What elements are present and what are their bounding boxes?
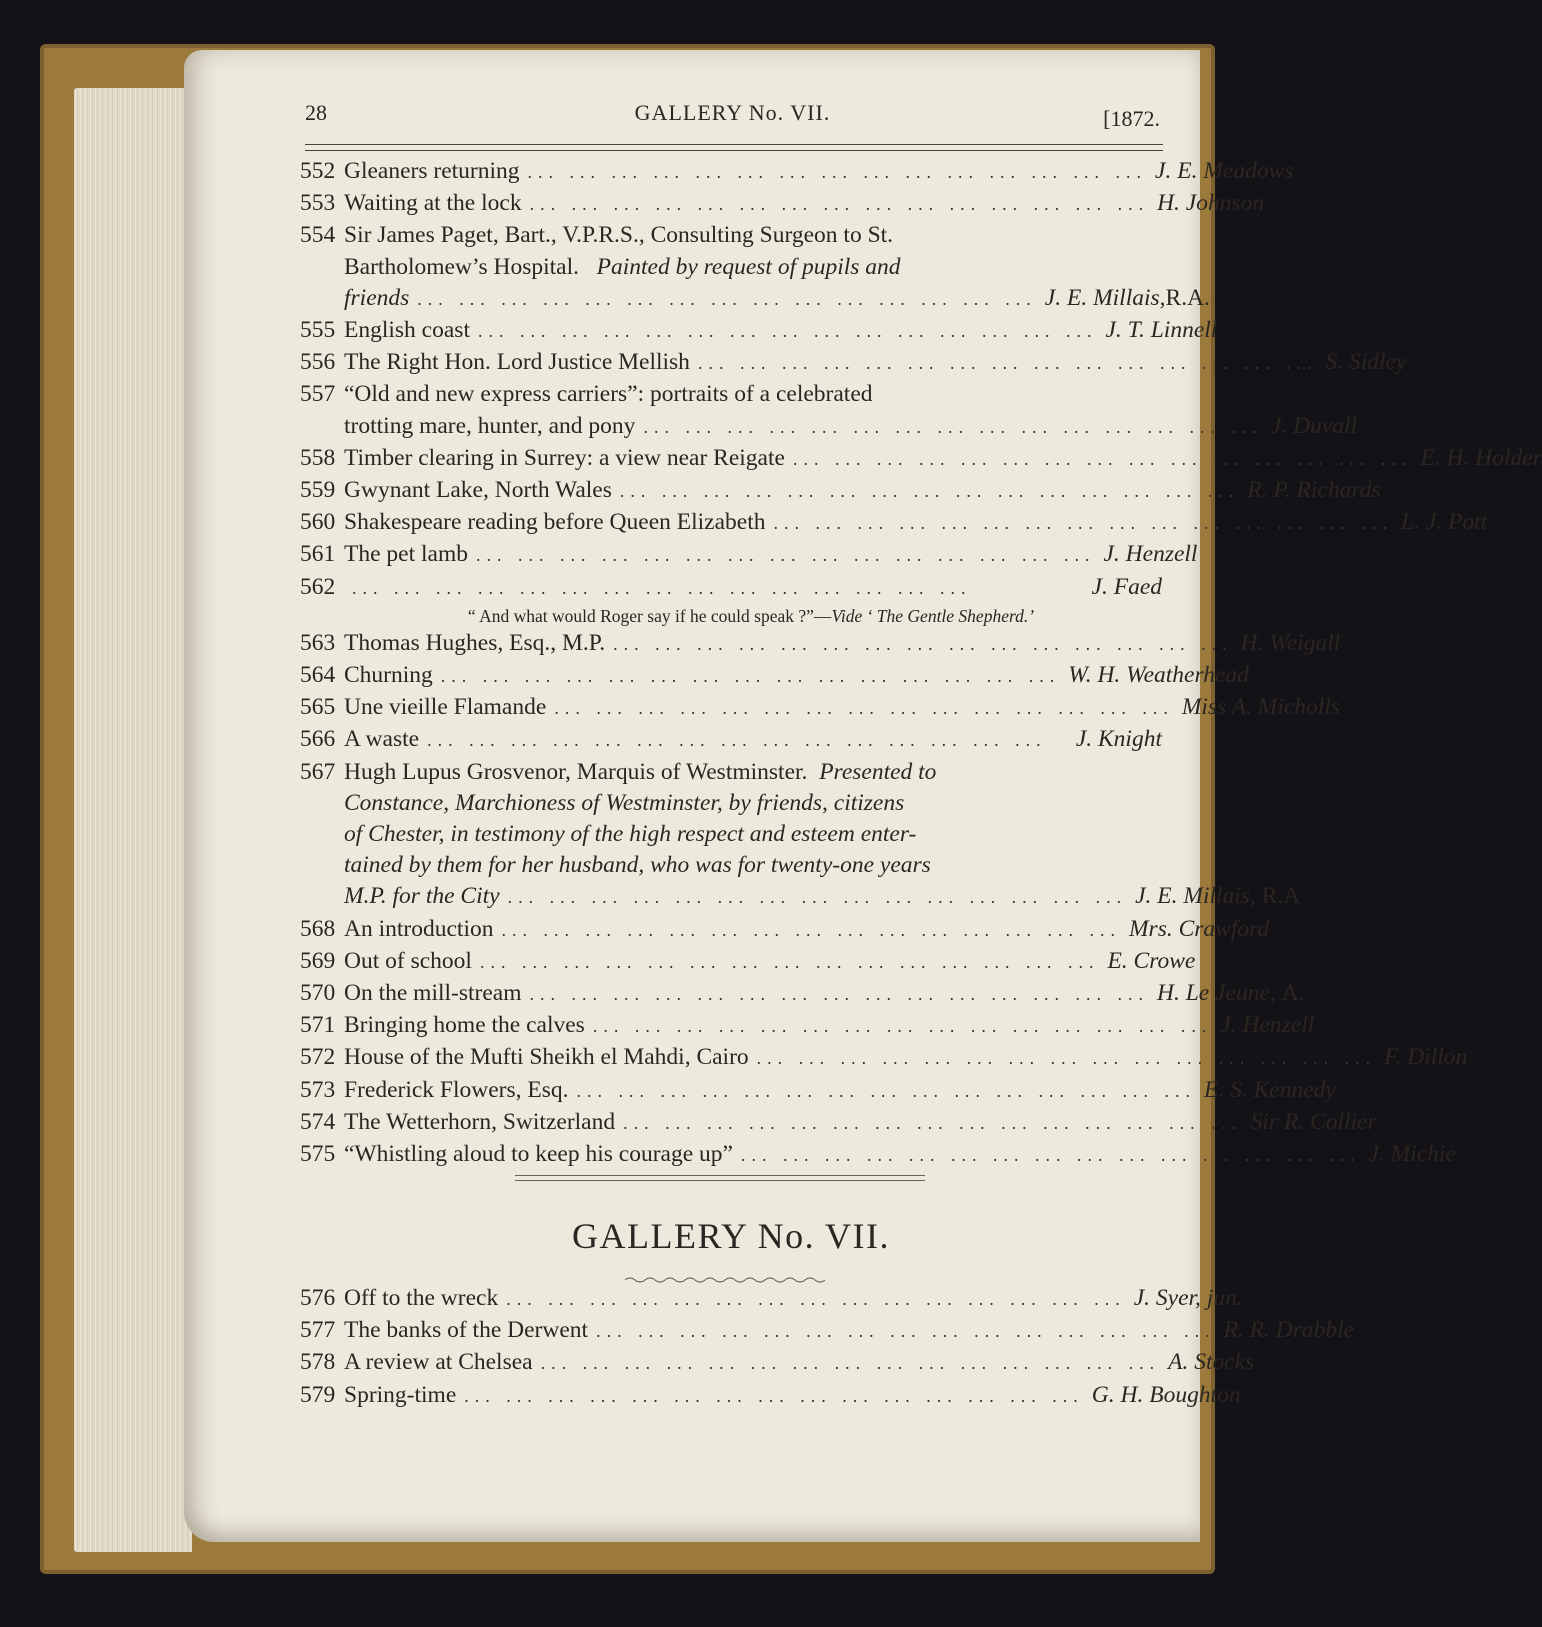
- artist-suffix: R.A: [1261, 883, 1301, 910]
- entry-artist: R. P. Richards: [1247, 477, 1381, 504]
- catalogue-entry: [300, 347, 1407, 379]
- catalogue-entry: [300, 1315, 1355, 1347]
- leader-dots: ... ... ... ... ... ... ... ... ... ... ... ... ... ... ...: [756, 1048, 1377, 1069]
- leader-dots: ... ... ... ... ... ... ... ... ... ... ... ... ... ... ...: [475, 545, 1096, 566]
- leader-dots: ... ... ... ... ... ... ... ... ... ... ... ... ... ... ...: [740, 1145, 1361, 1166]
- leader-dots: ... ... ... ... ... ... ... ... ... ... ... ... ... ... ...: [643, 416, 1263, 437]
- entry-note: Presented to: [819, 758, 937, 785]
- entry-title: An introduction: [344, 915, 494, 942]
- entry-number: 554: [300, 222, 336, 249]
- entry-title: Frederick Flowers, Esq.: [344, 1076, 569, 1103]
- entry-artist: J. Syer, jun.: [1133, 1285, 1243, 1311]
- entry-number: 567: [300, 758, 336, 785]
- entry-number: 575: [300, 1141, 336, 1168]
- quote-text: “ And what would Roger say if he could speak ?”—: [467, 605, 832, 626]
- entry-artist: J. Knight: [1075, 726, 1162, 753]
- leader-dots: ... ... ... ... ... ... ... ... ... ... ... ... ... ... ...: [619, 481, 1240, 502]
- entry-number: 569: [300, 947, 336, 974]
- page-number: 28: [305, 100, 327, 125]
- entry-artist: J. E. Millais,: [1135, 883, 1256, 910]
- entry-artist: E. Crowe: [1107, 947, 1196, 974]
- entry-number: 578: [300, 1349, 336, 1376]
- catalogue-entry: [300, 628, 1341, 660]
- entry-number: 573: [300, 1076, 336, 1103]
- leader-dots: ... ... ... ... ... ... ... ... ... ... ... ... ... ... ...: [479, 951, 1100, 972]
- leader-dots: ... ... ... ... ... ... ... ... ... ... ... ... ... ... ...: [576, 1080, 1197, 1101]
- entry-number: 571: [300, 1012, 336, 1039]
- entry-number: 572: [300, 1044, 336, 1071]
- leader-dots: ... ... ... ... ... ... ... ... ... ... ... ... ... ... ...: [529, 984, 1150, 1005]
- leader-dots: ... ... ... ... ... ... ... ... ... ... ... ... ... ... ...: [529, 194, 1150, 215]
- entry-artist: Sir R. Collier: [1250, 1108, 1377, 1135]
- entry-note: Constance, Marchioness of Westminster, by friends, citizens: [344, 789, 905, 816]
- entry-number: 568: [300, 915, 336, 942]
- entry-artist: J. Faed: [1091, 573, 1162, 600]
- entry-number: 565: [300, 694, 336, 721]
- entry-artist: H. Le Jeune,: [1157, 980, 1276, 1007]
- entry-title: Spring-time: [344, 1381, 457, 1408]
- entry-number: 574: [300, 1108, 336, 1135]
- catalogue-entry: [300, 1042, 1468, 1074]
- entry-note: friends: [344, 284, 410, 311]
- entry-number: 560: [300, 509, 336, 536]
- entry-note: tained by them for her husband, who was for twenty-one years: [344, 852, 931, 879]
- catalogue-entry: [300, 757, 1301, 914]
- entry-number: 566: [300, 726, 336, 753]
- leader-dots: ... ... ... ... ... ... ... ... ... ... ... ... ... ... ...: [527, 162, 1148, 182]
- catalogue-entry: [300, 692, 1341, 724]
- catalogue-entry: [300, 315, 1218, 347]
- entry-note: M.P. for the City: [344, 883, 500, 910]
- section-heading: GALLERY No. VII.: [572, 1216, 890, 1256]
- catalogue-entry: [300, 946, 1196, 978]
- entry-title: “Old and new express carriers”: portraits of a celebrated: [344, 381, 873, 408]
- catalogue-entry: [300, 475, 1381, 507]
- catalogue-entry: [300, 379, 1358, 442]
- entry-number: 556: [300, 349, 336, 376]
- entry-title-part: trotting mare, hunter, and pony: [344, 412, 636, 439]
- entry-artist: J. E. Meadows: [1155, 158, 1294, 184]
- entry-artist: J. T. Linnell: [1105, 317, 1218, 344]
- entry-title: Gleaners returning: [344, 158, 520, 184]
- entry-artist: F. Dillon: [1384, 1044, 1468, 1071]
- entry-note: Painted by request of pupils and: [596, 253, 901, 280]
- entry-artist: J. Michie: [1368, 1141, 1456, 1168]
- entry-number: 555: [300, 317, 336, 344]
- leader-dots: ... ... ... ... ... ... ... ... ... ... ... ... ... ... ...: [477, 321, 1098, 342]
- entry-artist: J. Henzell: [1103, 541, 1198, 568]
- entry-artist: R. R. Drabble: [1223, 1317, 1355, 1344]
- entry-artist: Miss A. Micholls: [1181, 694, 1341, 721]
- entry-note: of Chester, in testimony of the high respect and esteem enter-: [344, 821, 917, 848]
- entry-title: Off to the wreck: [344, 1285, 499, 1311]
- leader-dots: ... ... ... ... ... ... ... ... ... ... ... ... ... ... ...: [592, 1016, 1213, 1037]
- artist-suffix: A.: [1281, 980, 1305, 1007]
- entry-number: 564: [300, 662, 336, 689]
- entry-title: Une vieille Flamande: [344, 694, 547, 721]
- catalogue-entry: [300, 507, 1488, 539]
- entry-title-part: Bartholomew’s Hospital.: [344, 253, 579, 280]
- leader-dots: ... ... ... ... ... ... ... ... ... ... ... ... ... ... ...: [613, 633, 1233, 654]
- entry-artist: J. E. Millais,: [1044, 284, 1166, 311]
- catalogue-entry: [300, 220, 1210, 315]
- entry-number: 559: [300, 477, 336, 504]
- entry-number: 579: [300, 1381, 336, 1408]
- entry-title: The Wetterhorn, Switzerland: [344, 1108, 616, 1135]
- leader-dots: ... ... ... ... ... ... ... ... ... ... ... ... ... ... ...: [507, 887, 1128, 908]
- leader-dots: ... ... ... ... ... ... ... ... ... ... ... ... ... ... ...: [417, 288, 1037, 309]
- entry-number: 576: [300, 1285, 336, 1311]
- catalogue-entry: [300, 1010, 1315, 1042]
- leader-dots: ... ... ... ... ... ... ... ... ... ... ... ... ... ... ...: [623, 1112, 1243, 1133]
- leader-dots: ... ... ... ... ... ... ... ... ... ... ... ... ... ... ...: [501, 919, 1121, 940]
- page-title: GALLERY No. VII.: [634, 100, 831, 125]
- entry-artist: E. H. Holder: [1420, 444, 1542, 471]
- entry-title: Hugh Lupus Grosvenor, Marquis of Westminster.: [344, 758, 808, 785]
- entry-artist: W. H. Weatherhead: [1068, 662, 1249, 689]
- entry-artist: J. Duvall: [1270, 412, 1358, 439]
- year-label: [1872.: [1103, 106, 1160, 131]
- catalogue-entry: [300, 1075, 1336, 1107]
- entry-quotation: [300, 604, 1162, 628]
- leader-dots: ... ... ... ... ... ... ... ... ... ... ... ... ... ... ...: [427, 730, 1047, 751]
- entry-number: 570: [300, 980, 336, 1007]
- catalogue-list: [300, 156, 1542, 1171]
- catalogue-entry: [300, 1139, 1456, 1171]
- catalogue-entry: [300, 1283, 1243, 1315]
- entry-number: 562: [300, 573, 336, 600]
- entry-artist: Mrs. Crawford: [1128, 915, 1270, 942]
- entry-number: 557: [300, 381, 336, 408]
- catalogue-entry: [300, 188, 1265, 220]
- entry-artist: E. S. Kennedy: [1204, 1076, 1336, 1103]
- entry-title: Out of school: [344, 947, 472, 974]
- artist-suffix: R.A.: [1165, 284, 1210, 311]
- entry-title: “Whistling aloud to keep his courage up”: [344, 1141, 733, 1168]
- entry-title: Churning: [344, 662, 433, 689]
- entry-title: House of the Mufti Sheikh el Mahdi, Cairo: [344, 1044, 749, 1071]
- entry-title: Shakespeare reading before Queen Elizabeth: [344, 509, 766, 536]
- entry-artist: J. Henzell: [1220, 1012, 1315, 1039]
- entry-artist: L. J. Pott: [1401, 509, 1488, 536]
- entry-title: English coast: [344, 317, 470, 344]
- entry-number: 577: [300, 1317, 336, 1344]
- entry-artist: H. Johnson: [1157, 190, 1265, 217]
- entry-number: 563: [300, 629, 336, 656]
- entry-title: Thomas Hughes, Esq., M.P.: [344, 629, 606, 656]
- entry-title: Waiting at the lock: [344, 190, 522, 217]
- catalogue-entry: [300, 1107, 1377, 1139]
- catalogue-entry: [300, 978, 1305, 1010]
- leader-dots: ... ... ... ... ... ... ... ... ... ... ... ... ... ... ...: [440, 666, 1061, 687]
- entry-artist: G. H. Boughton: [1091, 1381, 1241, 1408]
- catalogue-entry: [300, 156, 1294, 188]
- entry-title: A review at Chelsea: [344, 1349, 533, 1376]
- section-rule: [515, 1175, 925, 1181]
- entry-title: The banks of the Derwent: [344, 1317, 589, 1344]
- catalogue-entry: [300, 660, 1249, 692]
- catalogue-entry: [300, 1347, 1255, 1379]
- catalogue-entry: [300, 724, 1162, 756]
- entry-artist: H. Weigall: [1240, 629, 1341, 656]
- page-edges: [74, 88, 192, 1552]
- catalogue-entry: [300, 539, 1198, 571]
- entry-number: 558: [300, 444, 336, 471]
- entry-title: The pet lamb: [344, 541, 468, 568]
- leader-dots: ... ... ... ... ... ... ... ... ... ... ... ... ... ... ...: [554, 698, 1174, 719]
- leader-dots: ... ... ... ... ... ... ... ... ... ... ... ... ... ... ...: [506, 1289, 1126, 1309]
- catalogue-entry: [300, 443, 1542, 475]
- catalogue-list-gallery-vii: [300, 1283, 1355, 1412]
- catalogue-entry: [300, 572, 1162, 628]
- entry-title: Gwynant Lake, North Wales: [344, 477, 612, 504]
- catalogue-entry: [300, 914, 1270, 946]
- entry-number: 553: [300, 190, 336, 217]
- leader-dots: ... ... ... ... ... ... ... ... ... ... ... ... ... ... ...: [596, 1321, 1216, 1342]
- header-rule: [305, 144, 1163, 151]
- catalogue-entry: [300, 1380, 1241, 1412]
- leader-dots: ... ... ... ... ... ... ... ... ... ... ... ... ... ... ...: [773, 513, 1393, 534]
- running-head: [305, 96, 1160, 136]
- leader-dots: ... ... ... ... ... ... ... ... ... ... ... ... ... ... ...: [792, 448, 1413, 469]
- leader-dots: ... ... ... ... ... ... ... ... ... ... ... ... ... ... ...: [352, 577, 972, 598]
- entry-title: Sir James Paget, Bart., V.P.R.S., Consulting Surgeon to St.: [344, 222, 894, 249]
- entry-artist: S. Sidley: [1325, 349, 1407, 376]
- entry-title: A waste: [344, 726, 420, 753]
- entry-number: 552: [300, 158, 336, 184]
- entry-artist: A. Stocks: [1168, 1349, 1255, 1376]
- entry-number: 561: [300, 541, 336, 568]
- entry-title: On the mill-stream: [344, 980, 522, 1007]
- entry-title: The Right Hon. Lord Justice Mellish: [344, 349, 690, 376]
- entry-continuation: [300, 252, 1162, 283]
- quote-source: Vide ‘ The Gentle Shepherd.’: [831, 605, 1035, 626]
- entry-title: Bringing home the calves: [344, 1012, 585, 1039]
- leader-dots: ... ... ... ... ... ... ... ... ... ... ... ... ... ... ...: [697, 353, 1318, 374]
- leader-dots: ... ... ... ... ... ... ... ... ... ... ... ... ... ... ...: [540, 1353, 1161, 1374]
- leader-dots: ... ... ... ... ... ... ... ... ... ... ... ... ... ... ...: [464, 1385, 1084, 1406]
- entry-title: Timber clearing in Surrey: a view near Reigate: [344, 444, 785, 471]
